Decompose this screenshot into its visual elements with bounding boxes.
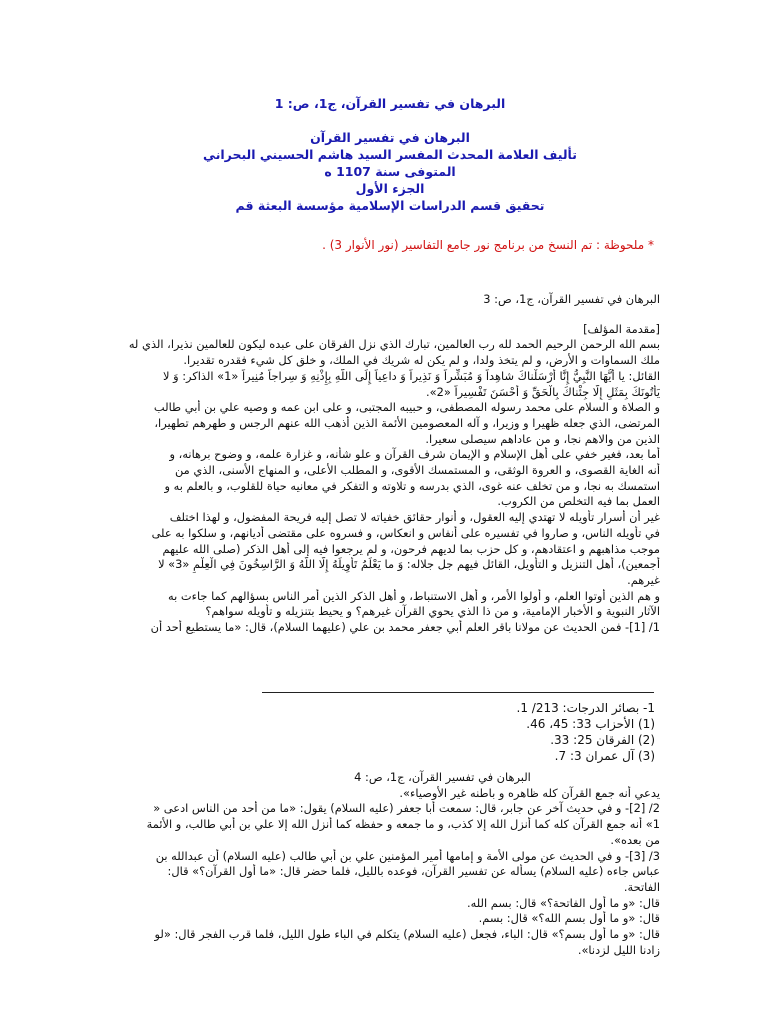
text-line: 1/ [1]- فمن الحديث عن مولانا باقر العلم أبي جعفر محمد بن علي (عليهما السلام)، قال: «ما يستطيع أحد أن <box>150 620 660 635</box>
page4-reference: البرهان في تفسير القرآن، ج‏1، ص: 4 <box>354 770 531 784</box>
text-line: أجمعين)، أهل التنزيل و التأويل، القائل فيهم جل جلاله: وَ ما يَعْلَمُ تَأْوِيلَهُ إِلَّا اللَّهُ وَ الرَّاسِخُونَ فِي الْعِلْمِ «3» لا <box>158 557 660 572</box>
page4-body <box>85 770 660 958</box>
intro-heading: [مقدمة المؤلف] <box>583 321 660 336</box>
footnote: (2) الفرقان 25: 33. <box>550 733 655 747</box>
text-line: موجب مذاهبهم و اعتقادهم، و كل حزب بما لديهم فرحون، و لم يرجعوا فيه إلى أهل الذكر (صلى الله عليهم <box>162 541 660 556</box>
text-line: 2/ [2]- و في حديث آخر عن جابر، قال: سمعت أبا جعفر (عليه السلام) يقول: «ما من أحد من الناس ادعى « <box>153 801 660 816</box>
text-line: يَأْتُونَكَ بِمَثَلٍ إِلَّا جِئْناكَ بِالْحَقِّ وَ أَحْسَنَ تَفْسِيراً «2». <box>426 384 660 399</box>
editor-line: تحقيق قسم الدراسات الإسلامية مؤسسة البعثة قم <box>235 198 545 213</box>
text-line: أما بعد، فغير خفي على أهل الإسلام و الإيمان شرف القرآن و علو شأنه، و غزارة علمه، و وضوح برهانه، و <box>169 447 660 462</box>
footnote-separator <box>262 692 654 693</box>
footnotes <box>430 700 655 764</box>
text-line: استمسك به نجا، و من تخلف عنه غوى، الذي بدرسه و تلاوته و التفكر في معانيه حياة للقلوب، و بالعلم به و <box>164 478 660 493</box>
page3-body <box>85 292 660 636</box>
text-line: يدعي أنه جمع القرآن كله ظاهره و باطنه غير الأوصياء». <box>399 785 660 800</box>
text-line: المرتضى، الذي جعله ظهيرا و وزيرا، و آله المعصومين الأئمة الذين أذهب الله عنهم الرجس و طهرهم تطهيرا، <box>154 415 660 430</box>
text-line: من بعده». <box>610 832 660 847</box>
footnote: (1) الأحزاب 33: 45، 46. <box>526 717 655 731</box>
footnote: (3) آل عمران 3: 7. <box>554 749 655 763</box>
text-line: عباس جاءه (عليه السلام) يسأله عن تفسير القرآن، فوعده بالليل، فلما حضر قال: «ما أول القرآن؟» قال: <box>167 864 660 879</box>
text-line: غير أن أسرار تأويله لا تهتدي إليه العقول، و أنوار حقائق خفياته لا تصل إليه فريحة المفضول، و لهذا اختلف <box>169 510 660 525</box>
page-reference: البرهان في تفسير القرآن، ج‏1، ص: 1 <box>274 96 506 111</box>
text-line: في تأويله الناس، و صاروا في تفسيره على أنفاس و انعكاس، و فسروه على مقتضى أديانهم، و سلكوا به على <box>151 525 660 540</box>
note-text: * ملحوظة : تم النسخ من برنامج نور جامع التفاسير (نور الأنوار 3) . <box>322 238 654 252</box>
text-line: بسم الله الرحمن الرحيم الحمد لله رب العالمين، تبارك الذي نزل الفرقان على عبده ليكون للعالمين نذيرا، الذي له <box>128 337 660 352</box>
text-line: الذين من والاهم نجا، و من عاداهم سيصلى سعيرا. <box>425 431 660 446</box>
text-line: غيرهم. <box>627 572 660 587</box>
spacer <box>180 112 600 129</box>
page4-lines <box>85 786 660 959</box>
text-line: و هم الذين أوتوا العلم، و أولوا الأمر، و أهل الاستنباط، و أهل الذكر الذين أمر الناس بسؤالهم كما جاءت به <box>167 588 660 603</box>
text-line: قال: «و ما أول بسم؟» قال: الباء، فجعل (عليه السلام) يتكلم في الباء طول الليل، فلما قرب الفجر قال: «لو <box>154 927 660 942</box>
author-line: تأليف العلامة المحدث المفسر السيد هاشم الحسيني البحراني <box>203 147 577 162</box>
text-line: زادنا الليل لزدنا». <box>577 942 660 957</box>
text-line: الآثار النبوية و الأخبار الإمامية، و من ذا الذي يحوي القرآن غيرهم؟ و يحيط بتنزيله و تأويله سواهم؟ <box>205 604 660 619</box>
text-line: القائل: يا أَيُّهَا النَّبِيُّ إِنَّا أَرْسَلْناكَ شاهِداً وَ مُبَشِّراً وَ نَذِيراً وَ داعِياً إِلَى اللَّهِ بِإِذْنِهِ وَ سِراجاً مُنِيراً «1» الذاكر: وَ لا <box>162 368 660 383</box>
title-block <box>180 95 600 214</box>
text-line: أنه الغاية القصوى، و العروة الوثقى، و المستمسك الأقوى، و المطلب الأعلى، و المنهاج الأسنى، الذي من <box>174 463 660 478</box>
page3-lines <box>85 337 660 635</box>
text-line: العمل بما فيه التخلص من الكروب. <box>497 494 660 509</box>
book-title: البرهان في تفسير القرآن <box>310 130 470 145</box>
text-line: و الصلاة و السلام على محمد رسوله المصطفى، و حبيبه المجتبى، و على ابن عمه و وصيه علي بن أبي طالب <box>153 400 660 415</box>
text-line: قال: «و ما أول بسم الله؟» قال: بسم. <box>478 911 660 926</box>
death-year: المتوفى سنة 1107 ه <box>324 164 456 179</box>
text-line: 1» أنه جمع القرآن كله كما أنزل الله إلا كذب، و ما جمعه و حفظه كما أنزل الله إلا علي بن أبي طالب، و الأئمة <box>146 817 660 832</box>
page3-reference: البرهان في تفسير القرآن، ج‏1، ص: 3 <box>483 292 660 306</box>
text-line: 3/ [3]- و في الحديث عن مولى الأمة و إمامها أمير المؤمنين علي بن أبي طالب (عليه السلام) أن عبدالله بن <box>155 848 660 863</box>
footnote: 1- بصائر الدرجات: 213/ 1. <box>516 701 655 715</box>
text-line: قال: «و ما أول الفاتحة؟» قال: بسم الله. <box>467 895 660 910</box>
text-line: ملك السماوات و الأرض، و لم يتخذ ولدا، و لم يكن له شريك في الملك، و خلق كل شي‏ء فقدره تقديرا. <box>183 353 660 368</box>
text-line: الفاتحة. <box>623 879 660 894</box>
volume-label: الجزء الأول <box>355 181 425 196</box>
